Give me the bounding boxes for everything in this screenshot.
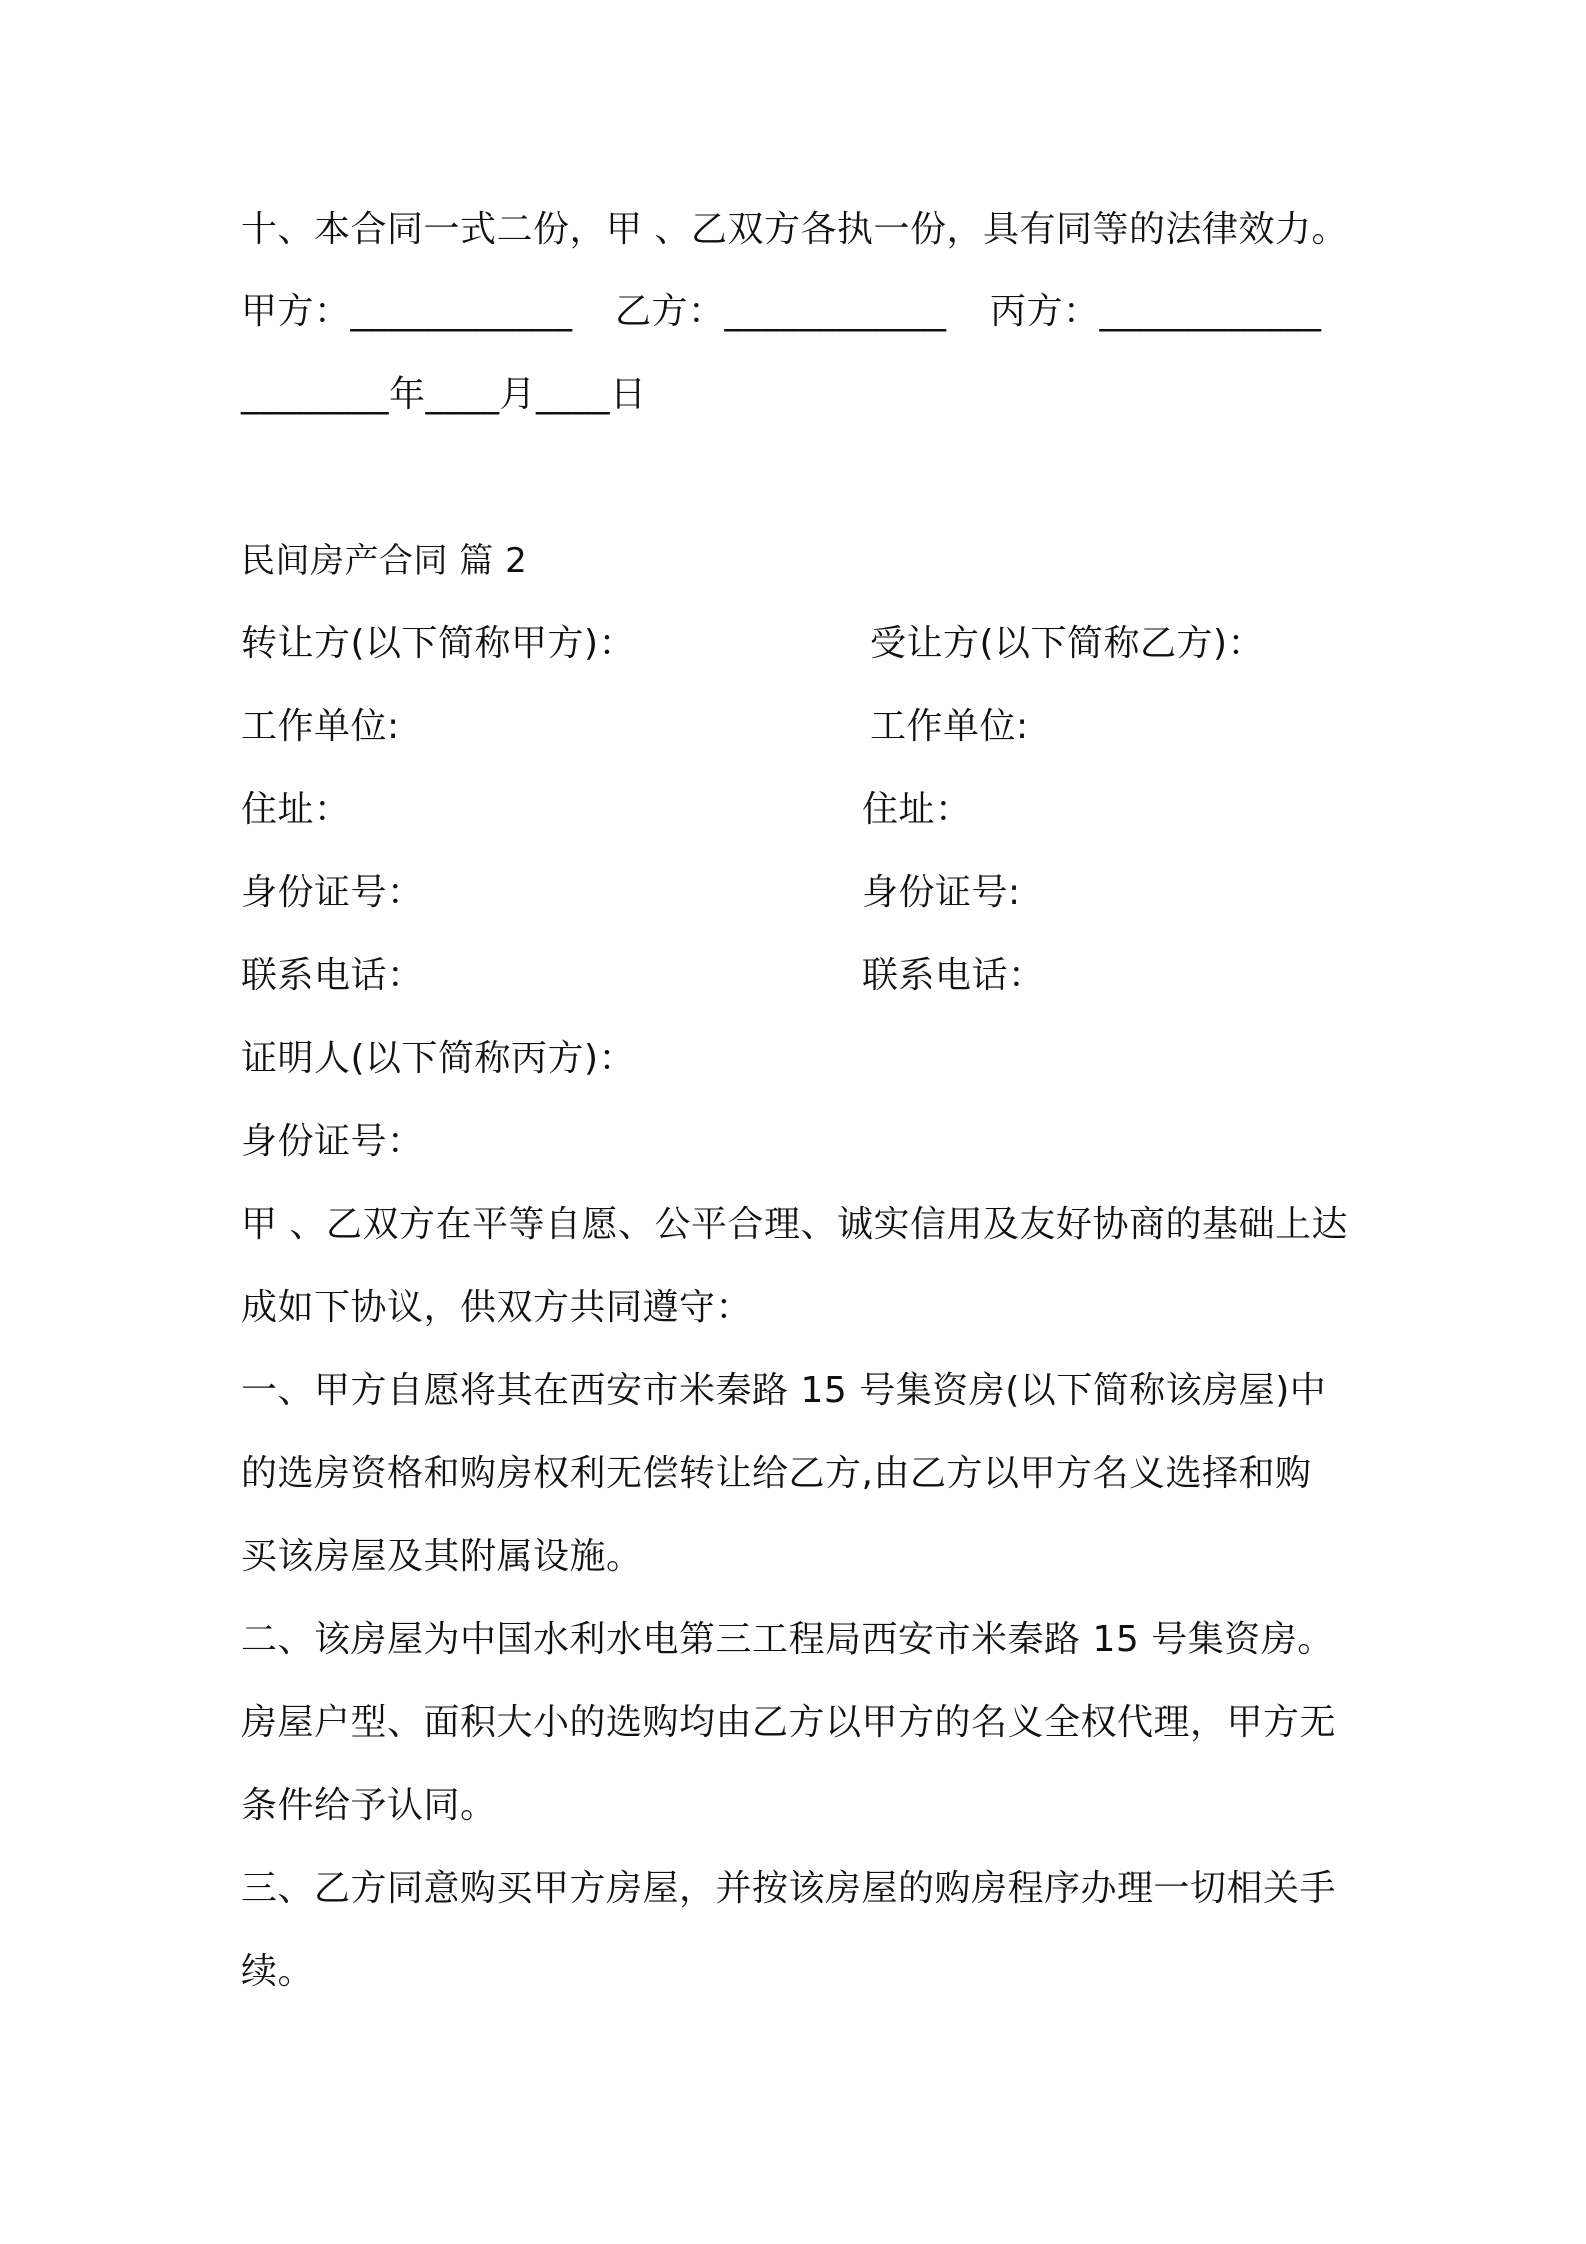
clause-two-line-1: 二、该房屋为中国水利水电第三工程局西安市米秦路 15 号集资房。 [241, 1619, 1334, 1660]
clause-three-line-2: 续。 [241, 1951, 315, 1992]
witness-label: 证明人(以下简称丙方)： [241, 1038, 636, 1079]
clause-three-line-1: 三、乙方同意购买甲方房屋，并按该房屋的购房程序办理一切相关手 [241, 1868, 1337, 1909]
transferor-label: 转让方(以下简称甲方)： [241, 623, 636, 664]
phone-b: 联系电话： [862, 955, 1045, 996]
clause-one-line-3: 买该房屋及其附属设施。 [241, 1536, 643, 1577]
clause-two-line-2: 房屋户型、面积大小的选购均由乙方以甲方的名义全权代理，甲方无 [241, 1702, 1337, 1743]
signature-party-a: 甲方：____________ [241, 291, 573, 332]
witness-id: 身份证号： [241, 1121, 424, 1162]
id-number-b: 身份证号: [862, 872, 1021, 913]
signature-party-b: 乙方：____________ [615, 291, 947, 332]
date-line: ________年____月____日 [241, 374, 647, 415]
id-number-a: 身份证号： [241, 872, 424, 913]
transferee-label: 受让方(以下简称乙方)： [870, 623, 1265, 664]
address-a: 住址： [241, 789, 351, 830]
phone-a: 联系电话： [241, 955, 424, 996]
clause-ten: 十、本合同一式二份，甲 、乙双方各执一份，具有同等的法律效力。 [241, 209, 1348, 250]
section-title: 民间房产合同 篇 2 [241, 541, 528, 581]
clause-two-line-3: 条件给予认同。 [241, 1785, 497, 1826]
clause-one-line-1: 一、甲方自愿将其在西安市米秦路 15 号集资房(以下简称该房屋)中 [241, 1370, 1327, 1411]
work-unit-b: 工作单位: [870, 706, 1029, 747]
signature-party-c: 丙方：____________ [990, 291, 1322, 332]
intro-line-1: 甲 、乙双方在平等自愿、公平合理、诚实信用及友好协商的基础上达 [241, 1204, 1348, 1245]
address-b: 住址： [862, 789, 972, 830]
intro-line-2: 成如下协议，供双方共同遵守： [241, 1287, 753, 1328]
work-unit-a: 工作单位: [241, 706, 400, 747]
clause-one-line-2: 的选房资格和购房权利无偿转让给乙方,由乙方以甲方名义选择和购 [241, 1453, 1312, 1494]
